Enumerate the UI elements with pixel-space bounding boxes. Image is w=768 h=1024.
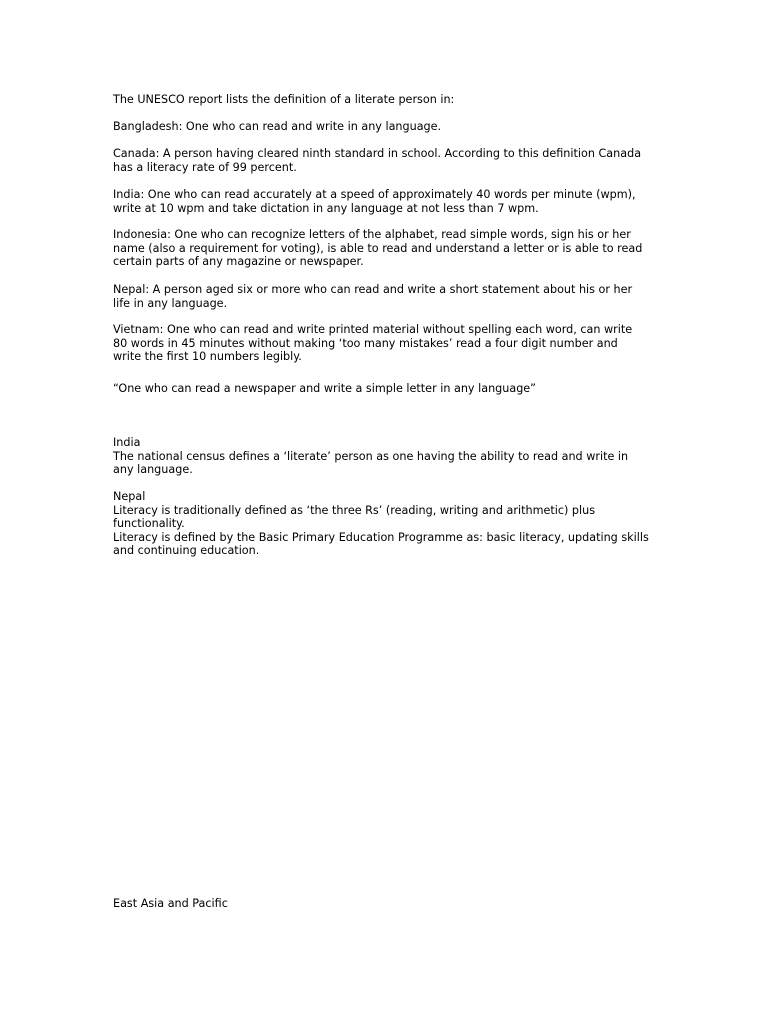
section-line: any language.	[113, 463, 193, 476]
definition-vietnam	[113, 323, 673, 364]
definition-india	[113, 188, 673, 215]
quote-line: “One who can read a newspaper and write a simple letter in any language”	[113, 382, 536, 395]
definition-indonesia	[113, 228, 673, 269]
definition-line: write the first 10 numbers legibly.	[113, 350, 302, 363]
section-line: functionality.	[113, 517, 185, 530]
definition-bangladesh	[113, 120, 673, 134]
definition-nepal	[113, 283, 673, 310]
intro-paragraph	[113, 93, 673, 107]
definition-line: certain parts of any magazine or newspaper.	[113, 255, 364, 268]
definition-line: has a literacy rate of 99 percent.	[113, 160, 297, 174]
section-heading: India	[113, 436, 141, 449]
east-asia-heading	[113, 897, 673, 911]
definition-line: Canada: A person having cleared ninth standard in school. According to this definition Canada	[113, 147, 642, 160]
quote-paragraph	[113, 382, 673, 396]
nepal-section	[113, 490, 673, 558]
intro-line: The UNESCO report lists the definition of a literate person in:	[113, 93, 455, 106]
section-line: The national census defines a ‘literate’ person as one having the ability to read and write in	[113, 449, 629, 463]
definition-line: name (also a requirement for voting), is able to read and understand a letter or is able to read	[113, 241, 643, 255]
definition-line: Nepal: A person aged six or more who can read and write a short statement about his or her	[113, 283, 633, 296]
section-line: and continuing education.	[113, 544, 260, 557]
definition-line: India: One who can read accurately at a speed of approximately 40 words per minute (wpm),	[113, 188, 636, 201]
definition-line: Indonesia: One who can recognize letters of the alphabet, read simple words, sign his or her	[113, 228, 631, 241]
definition-canada	[113, 147, 673, 174]
definition-line: 80 words in 45 minutes without making ‘too many mistakes’ read a four digit number and	[113, 336, 618, 350]
section-heading: East Asia and Pacific	[113, 897, 228, 910]
definition-line: life in any language.	[113, 296, 228, 310]
definition-line: write at 10 wpm and take dictation in any language at not less than 7 wpm.	[113, 201, 539, 215]
india-section	[113, 436, 673, 477]
section-heading: Nepal	[113, 490, 146, 503]
section-line: Literacy is defined by the Basic Primary Education Programme as: basic literacy, updating skills	[113, 530, 649, 544]
definition-line: Bangladesh: One who can read and write in any language.	[113, 120, 442, 133]
definition-line: Vietnam: One who can read and write printed material without spelling each word, can write	[113, 323, 633, 336]
section-line: Literacy is traditionally defined as ‘the three Rs’ (reading, writing and arithmetic) plus	[113, 503, 596, 517]
